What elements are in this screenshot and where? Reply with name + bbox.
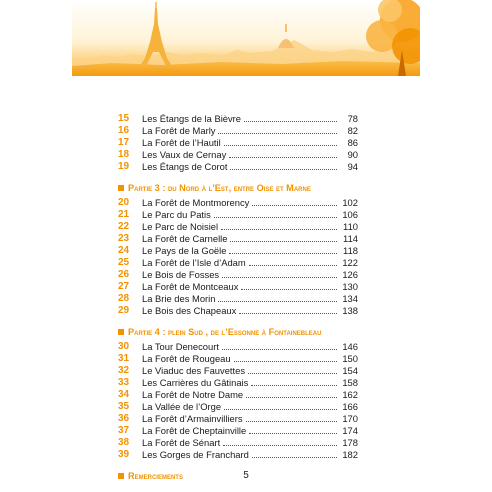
dot-leader [252, 457, 337, 458]
dot-leader [234, 361, 337, 362]
table-of-contents [118, 113, 358, 485]
dot-leader [244, 121, 337, 122]
toc-entry[interactable] [118, 413, 358, 425]
toc-entry[interactable] [118, 293, 358, 305]
entry-number: 34 [118, 389, 130, 400]
dot-leader [251, 385, 337, 386]
dot-leader [239, 313, 337, 314]
square-bullet-icon [118, 185, 124, 191]
dot-leader [230, 241, 337, 242]
section-entries-part3 [118, 197, 358, 317]
entry-number: 38 [118, 437, 130, 448]
entry-title: La Forêt de Rougeau [142, 353, 231, 364]
dot-leader [218, 301, 337, 302]
part-4-heading[interactable] [118, 325, 358, 339]
entry-title: Les Vaux de Cernay [142, 149, 227, 160]
entry-page: 82 [347, 125, 358, 136]
entry-title: La Forêt de l’Hautil [142, 137, 221, 148]
entry-page: 166 [342, 401, 358, 412]
entry-page: 178 [342, 437, 358, 448]
entry-title: La Forêt de Marly [142, 125, 216, 136]
entry-number: 16 [118, 125, 130, 136]
part-3-label: Partie 3 : du Nord à l’Est, entre Oise et Marne [128, 183, 311, 193]
toc-entry[interactable] [118, 245, 358, 257]
entry-page: 182 [342, 449, 358, 460]
entry-page: 106 [342, 209, 358, 220]
dot-leader [222, 349, 337, 350]
entry-number: 29 [118, 305, 130, 316]
entry-page: 154 [342, 365, 358, 376]
entry-number: 20 [118, 197, 130, 208]
entry-title: La Forêt de Cheptainville [142, 425, 247, 436]
entry-title: La Forêt de Carnelle [142, 233, 228, 244]
entry-page: 174 [342, 425, 358, 436]
paris-skyline-banner-icon [72, 0, 420, 76]
entry-title: La Forêt d’Armainvilliers [142, 413, 243, 424]
dot-leader [252, 205, 337, 206]
toc-entry[interactable] [118, 269, 358, 281]
toc-entry[interactable] [118, 209, 358, 221]
entry-number: 19 [118, 161, 130, 172]
part-3-heading[interactable] [118, 181, 358, 195]
toc-entry[interactable] [118, 341, 358, 353]
entry-page: 94 [347, 161, 358, 172]
entry-title: La Forêt de l’Isle d’Adam [142, 257, 246, 268]
dot-leader [241, 289, 337, 290]
entry-page: 134 [342, 293, 358, 304]
toc-entry[interactable] [118, 365, 358, 377]
entry-number: 17 [118, 137, 130, 148]
entry-number: 27 [118, 281, 130, 292]
dot-leader [246, 421, 337, 422]
entry-number: 21 [118, 209, 130, 220]
entry-title: Les Gorges de Franchard [142, 449, 249, 460]
entry-title: La Forêt de Montceaux [142, 281, 239, 292]
dot-leader [223, 445, 337, 446]
toc-entry[interactable] [118, 257, 358, 269]
toc-entry[interactable] [118, 197, 358, 209]
entry-page: 122 [342, 257, 358, 268]
entry-page: 138 [342, 305, 358, 316]
square-bullet-icon [118, 329, 124, 335]
entry-title: Le Pays de la Goële [142, 245, 227, 256]
toc-entry[interactable] [118, 281, 358, 293]
entry-title: Le Parc du Patis [142, 209, 211, 220]
dot-leader [221, 229, 337, 230]
toc-entry[interactable] [118, 161, 358, 173]
entry-number: 33 [118, 377, 130, 388]
entry-title: Le Bois de Fosses [142, 269, 220, 280]
entry-number: 30 [118, 341, 130, 352]
entry-page: 110 [343, 221, 358, 232]
section-entries-part2-tail [118, 113, 358, 173]
dot-leader [248, 373, 337, 374]
entry-page: 78 [347, 113, 358, 124]
entry-number: 18 [118, 149, 130, 160]
entry-number: 31 [118, 353, 130, 364]
toc-entry[interactable] [118, 137, 358, 149]
toc-entry[interactable] [118, 125, 358, 137]
dot-leader [224, 409, 337, 410]
entry-title: La Brie des Morin [142, 293, 216, 304]
dot-leader [249, 265, 337, 266]
entry-page: 130 [342, 281, 358, 292]
toc-entry[interactable] [118, 401, 358, 413]
toc-entry[interactable] [118, 377, 358, 389]
toc-entry[interactable] [118, 389, 358, 401]
dot-leader [222, 277, 337, 278]
entry-title: La Forêt de Sénart [142, 437, 221, 448]
toc-entry[interactable] [118, 221, 358, 233]
dot-leader [230, 169, 337, 170]
dot-leader [218, 133, 337, 134]
page-number: 5 [243, 470, 249, 481]
entry-page: 86 [347, 137, 358, 148]
dot-leader [249, 433, 337, 434]
entry-page: 158 [342, 377, 358, 388]
entry-page: 150 [342, 353, 358, 364]
toc-entry[interactable] [118, 149, 358, 161]
entry-page: 170 [342, 413, 358, 424]
entry-page: 114 [343, 233, 358, 244]
entry-page: 162 [342, 389, 358, 400]
dot-leader [214, 217, 337, 218]
dot-leader [224, 145, 337, 146]
toc-entry[interactable] [118, 233, 358, 245]
entry-title: La Tour Denecourt [142, 341, 219, 352]
entry-number: 37 [118, 425, 130, 436]
entry-number: 32 [118, 365, 130, 376]
dot-leader [229, 157, 337, 158]
part-4-label: Partie 4 : plein Sud , de l’Essonne à Fontainebleau [128, 327, 322, 337]
toc-entry[interactable] [118, 425, 358, 437]
toc-entry[interactable] [118, 305, 358, 317]
entry-title: Les Étangs de la Bièvre [142, 113, 242, 124]
toc-entry[interactable] [118, 437, 358, 449]
entry-title: La Vallée de l’Orge [142, 401, 222, 412]
entry-number: 35 [118, 401, 130, 412]
entry-number: 26 [118, 269, 130, 280]
entry-number: 15 [118, 113, 130, 124]
entry-title: La Forêt de Notre Dame [142, 389, 244, 400]
entry-page: 102 [342, 197, 358, 208]
entry-number: 24 [118, 245, 130, 256]
section-entries-part4 [118, 341, 358, 461]
entry-title: Les Carrières du Gâtinais [142, 377, 249, 388]
entry-number: 39 [118, 449, 130, 460]
entry-number: 28 [118, 293, 130, 304]
toc-entry[interactable] [118, 353, 358, 365]
toc-entry[interactable] [118, 449, 358, 461]
entry-title: Le Bois des Chapeaux [142, 305, 237, 316]
entry-title: Les Étangs de Corot [142, 161, 228, 172]
entry-title: Le Parc de Noisiel [142, 221, 219, 232]
dot-leader [246, 397, 337, 398]
acknowledgements-label: Remerciements [128, 471, 183, 481]
toc-entry[interactable] [118, 113, 358, 125]
entry-page: 146 [342, 341, 358, 352]
entry-number: 23 [118, 233, 130, 244]
entry-page: 126 [342, 269, 358, 280]
entry-title: Le Viaduc des Fauvettes [142, 365, 246, 376]
entry-title: La Forêt de Montmorency [142, 197, 250, 208]
entry-number: 36 [118, 413, 130, 424]
entry-number: 25 [118, 257, 130, 268]
dot-leader [229, 253, 337, 254]
entry-number: 22 [118, 221, 130, 232]
entry-page: 118 [343, 245, 358, 256]
entry-page: 90 [347, 149, 358, 160]
